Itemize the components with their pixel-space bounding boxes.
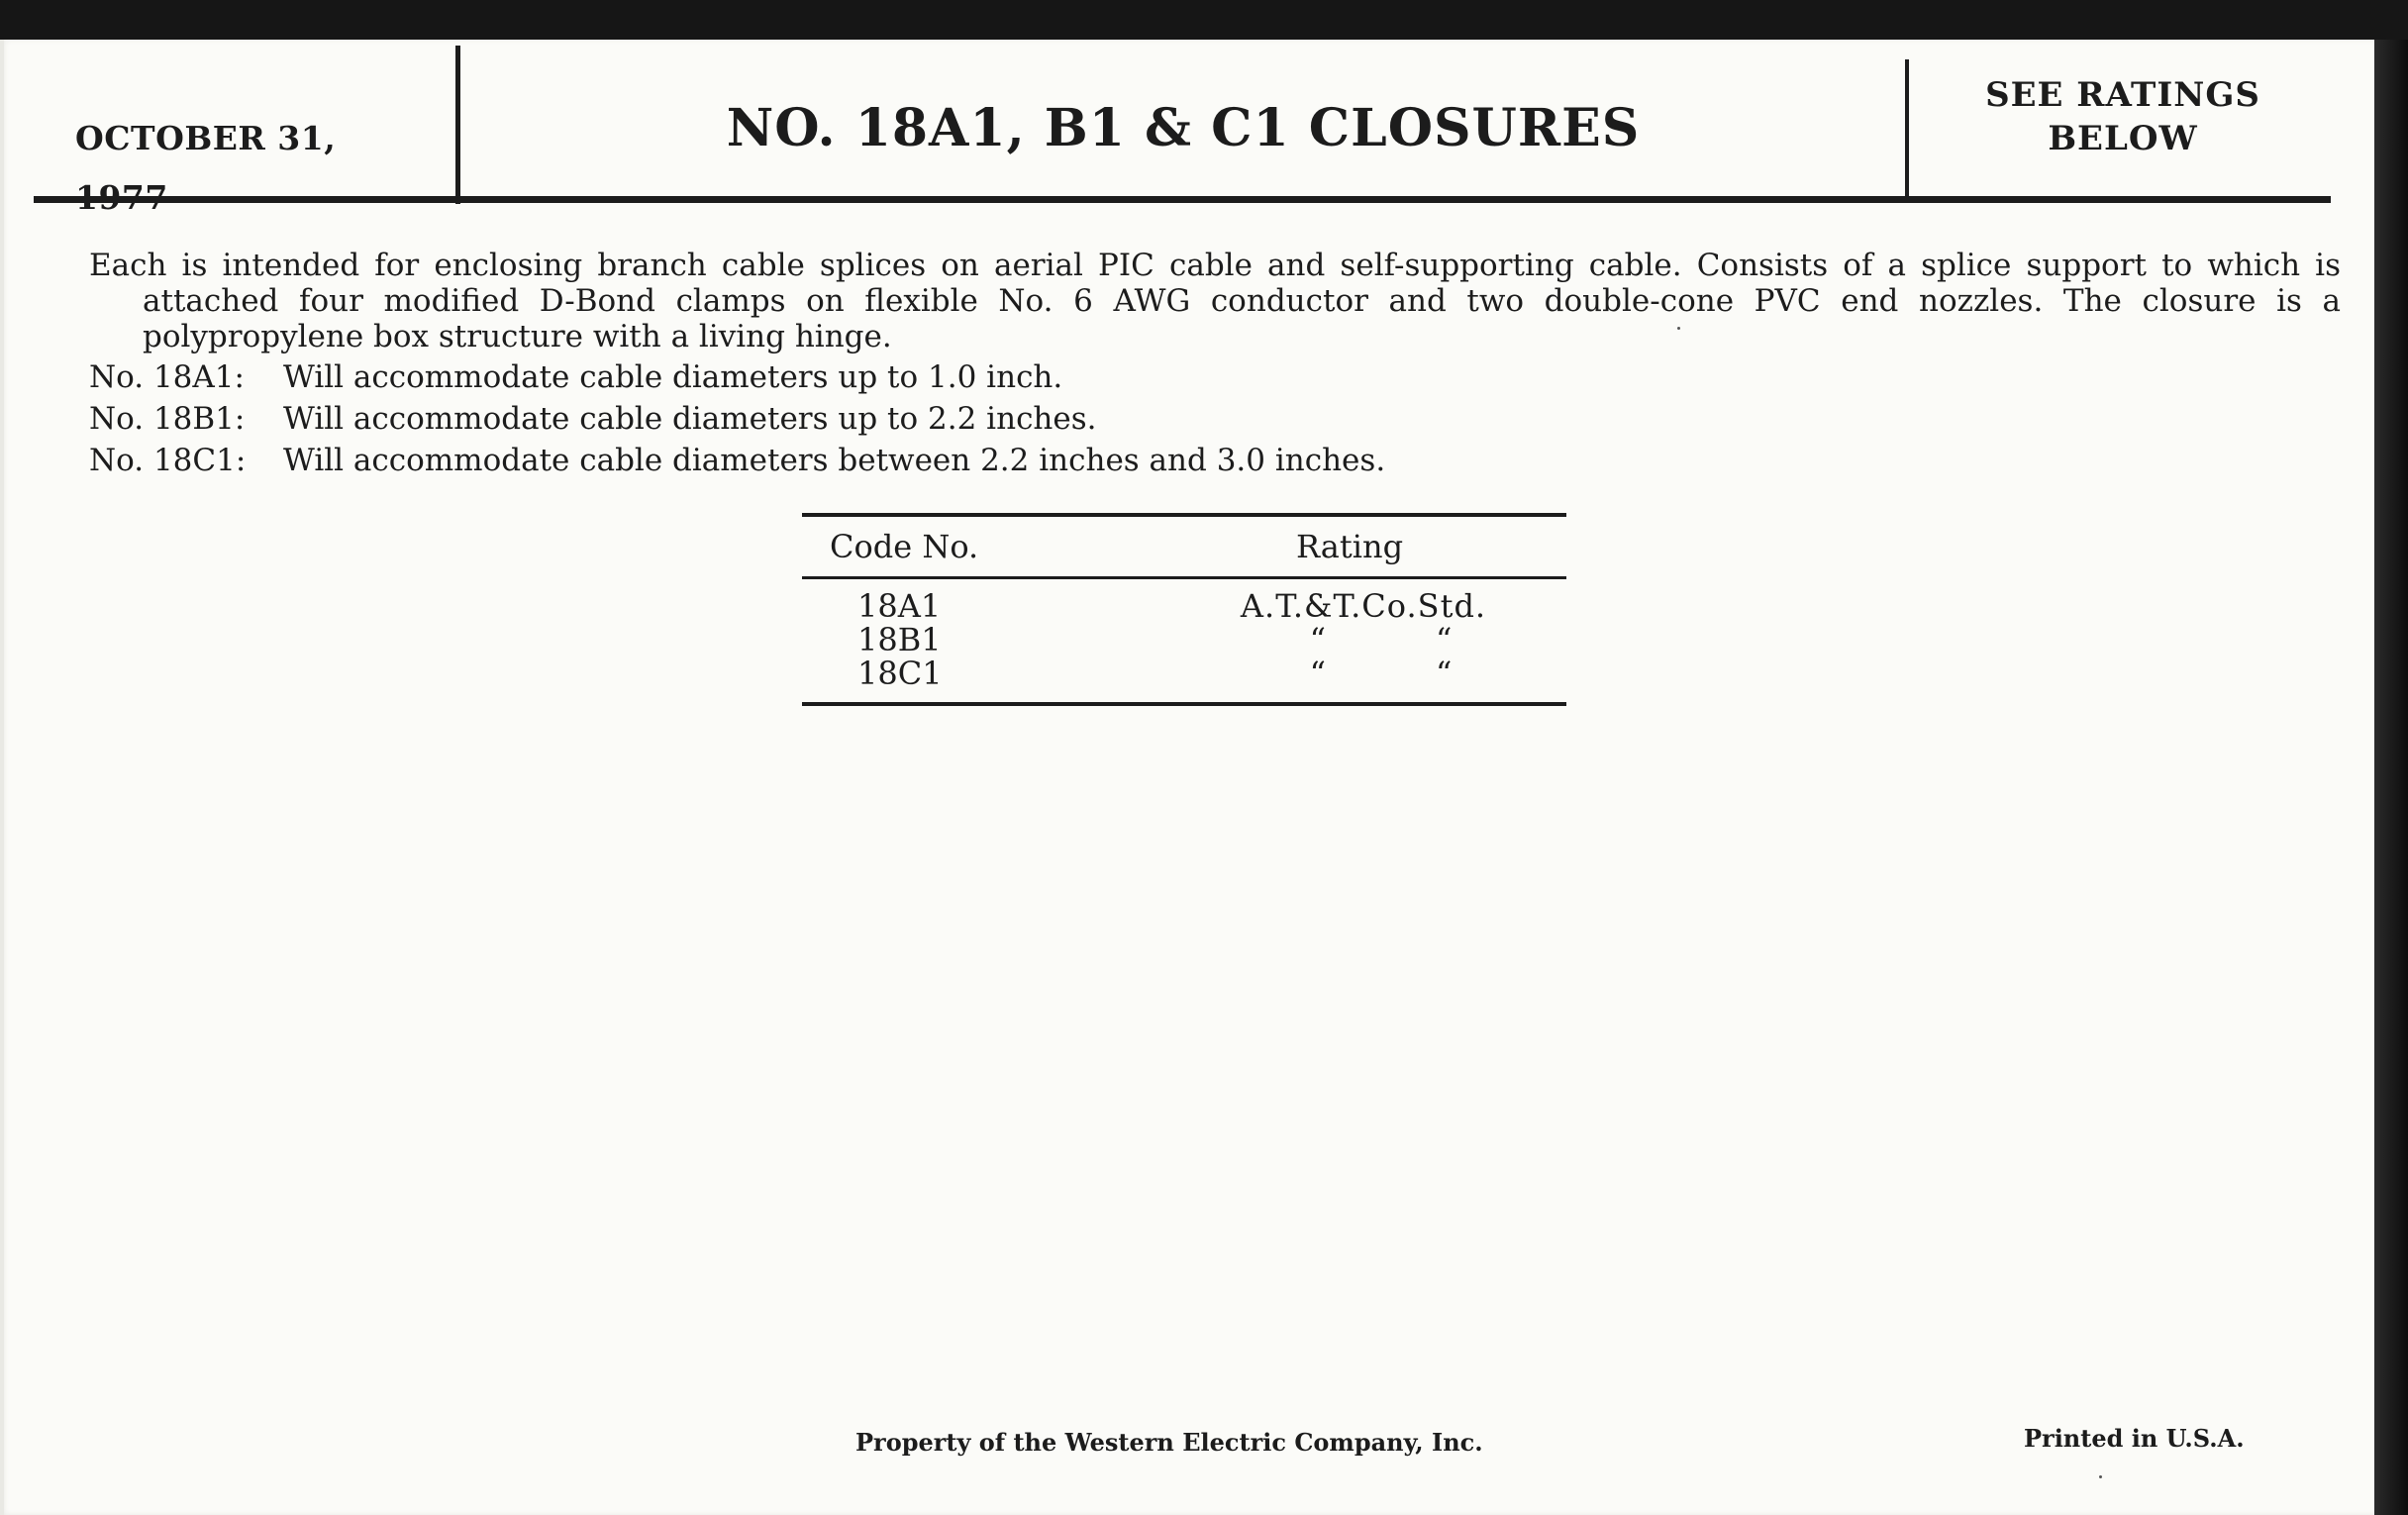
column-header-rating: Rating: [1295, 528, 1404, 565]
item-text: Will accommodate cable diameters between 2.2 inches and 3.0 inches.: [283, 443, 1386, 478]
header-rule: [34, 196, 2331, 203]
document-title: NO. 18A1, B1 & C1 CLOSURES: [726, 98, 1641, 158]
column-header-code: Code No.: [830, 528, 979, 565]
issue-date: OCTOBER 31,: [75, 119, 337, 157]
item-text: Will accommodate cable diameters up to 2.2 inches.: [283, 401, 1097, 437]
cell-code: 18C1: [857, 655, 943, 692]
cell-code: 18A1: [857, 587, 942, 625]
item-code: No. 18C1:: [89, 443, 247, 478]
scan-edge-shadow: [2374, 40, 2408, 1515]
property-notice: Property of the Western Electric Company, Inc.: [855, 1428, 1483, 1457]
ditto-mark: “: [1309, 655, 1327, 692]
cell-rating: [1154, 656, 1566, 690]
cell-rating: [1154, 623, 1566, 656]
item-code: No. 18B1:: [89, 401, 246, 437]
header-divider-left: [455, 46, 460, 204]
list-item: [89, 440, 2267, 481]
scan-speck: [2099, 1475, 2102, 1478]
item-text: Will accommodate cable diameters up to 1.0 inch.: [283, 359, 1063, 395]
table-header-row: [802, 517, 1566, 576]
table-body: [802, 579, 1566, 690]
ratings-note-line1: SEE RATINGS: [1985, 75, 2260, 115]
document-card: [0, 40, 2378, 1515]
description-paragraph: Each is intended for enclosing branch cable splices on aerial PIC cable and self-supporting cable. Consists of a splice support to which is attached four modified D-Bond clamps on flexible No. 6 AWG conductor and two double-cone PVC end nozzles. The closure is a polypropylene box structure with a living hinge.: [89, 248, 2341, 354]
table-row: [802, 623, 1566, 656]
list-item: [89, 356, 2267, 398]
ditto-mark: “: [1436, 655, 1454, 692]
printed-notice: Printed in U.S.A.: [2024, 1424, 2245, 1453]
table-rule-bottom: [802, 702, 1566, 706]
item-code: No. 18A1:: [89, 359, 245, 395]
ditto-mark: “: [1436, 621, 1454, 658]
cell-rating: A.T.&T.Co.Std.: [1240, 587, 1487, 625]
header-divider-right: [1905, 59, 1909, 196]
closure-list: [89, 356, 2267, 481]
ratings-note: [1925, 73, 2321, 160]
ratings-note-line2: BELOW: [2048, 119, 2198, 158]
cell-code: 18B1: [857, 621, 942, 658]
scan-speck: [1677, 327, 1680, 330]
table-row: [802, 656, 1566, 690]
list-item: [89, 398, 2267, 440]
ratings-table: [802, 513, 1566, 706]
table-row: [802, 589, 1566, 623]
ditto-mark: “: [1309, 621, 1327, 658]
